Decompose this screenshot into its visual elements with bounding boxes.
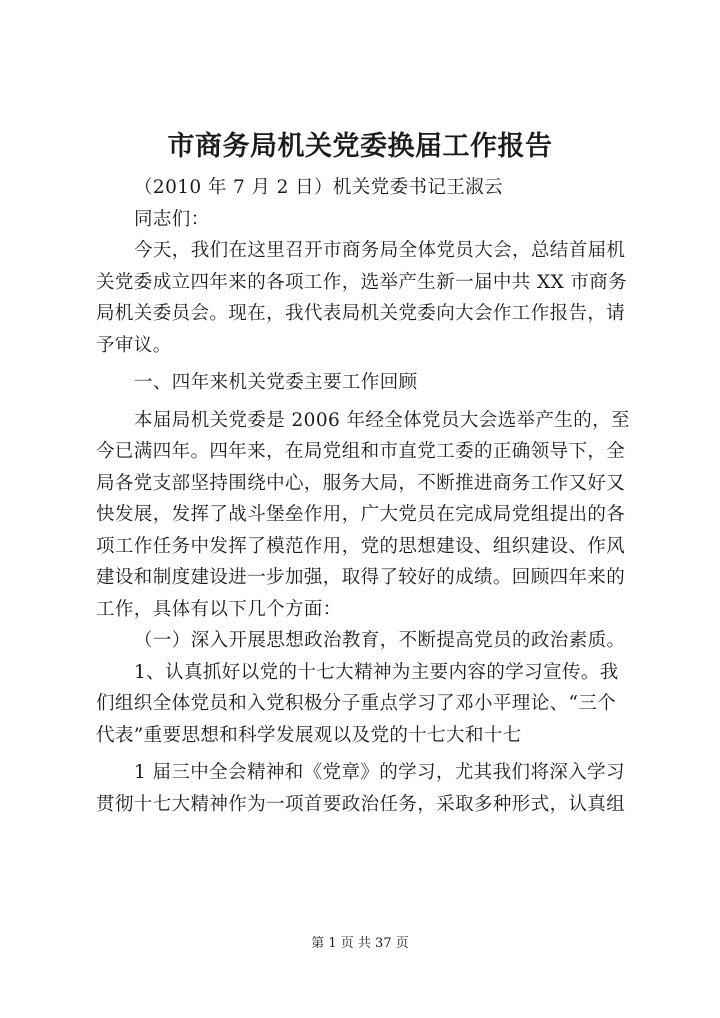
text-line: 今天，我们在这里召开市商务局全体党员大会，总结首届机 <box>134 240 626 261</box>
text-line: （2010 年 7 月 2 日）机关党委书记王淑云 <box>134 177 504 198</box>
text-line: 局机关委员会。现在，我代表局机关党委向大会作工作报告，请 <box>96 303 626 324</box>
paragraph-study <box>96 657 634 752</box>
salutation <box>96 204 634 236</box>
document-body <box>96 172 634 820</box>
date-author-line <box>96 172 634 204</box>
text-line: 本届局机关党委是 2006 年经全体党员大会选举产生的，至 <box>134 409 630 431</box>
text-line: 工作，具体有以下几个方面： <box>96 598 342 620</box>
subsection-heading-1 <box>96 625 634 657</box>
text-line: 贯彻十七大精神作为一项首要政治任务，采取多种形式，认真组 <box>96 793 626 815</box>
text-line: 今已满四年。四年来，在局党组和市直党工委的正确领导下，全 <box>96 441 626 462</box>
text-line: 们组织全体党员和入党积极分子重点学习了邓小平理论、“三个 <box>96 693 617 714</box>
section-heading-1 <box>96 367 634 399</box>
text-line: 项工作任务中发挥了模范作用，党的思想建设、组织建设、作风 <box>96 535 626 557</box>
text-line: 关党委成立四年来的各项工作，选举产生新一届中共 XX 市商务 <box>96 271 628 293</box>
text-line: 予审议。 <box>96 334 172 356</box>
text-line: 快发展，发挥了战斗堡垒作用，广大党员在完成局党组提出的各 <box>96 504 626 525</box>
page-number-footer: 第 1 页 共 37 页 <box>311 936 409 951</box>
text-line: 局各党支部坚持围绕中心，服务大局，不断推进商务工作又好又 <box>96 472 626 494</box>
paragraph-study-continued <box>96 757 634 820</box>
text-line: 同志们： <box>134 208 210 230</box>
text-line: 建设和制度建设进一步加强，取得了较好的成绩。回顾四年来的 <box>96 567 626 588</box>
text-line: （一）深入开展思想政治教育，不断提高党员的政治素质。 <box>134 630 626 651</box>
paragraph-review <box>96 405 634 626</box>
paragraph-intro <box>96 235 634 361</box>
text-line: 一、四年来机关党委主要工作回顾 <box>134 372 418 393</box>
document-title: 市商务局机关党委换届工作报告 <box>167 131 553 162</box>
text-line: 1 届三中全会精神和《党章》的学习，尤其我们将深入学习 <box>134 762 625 783</box>
text-line: 代表”重要思想和科学发展观以及党的十七大和十七 <box>96 724 522 746</box>
text-line: 1、认真抓好以党的十七大精神为主要内容的学习宣传。我 <box>134 661 619 683</box>
